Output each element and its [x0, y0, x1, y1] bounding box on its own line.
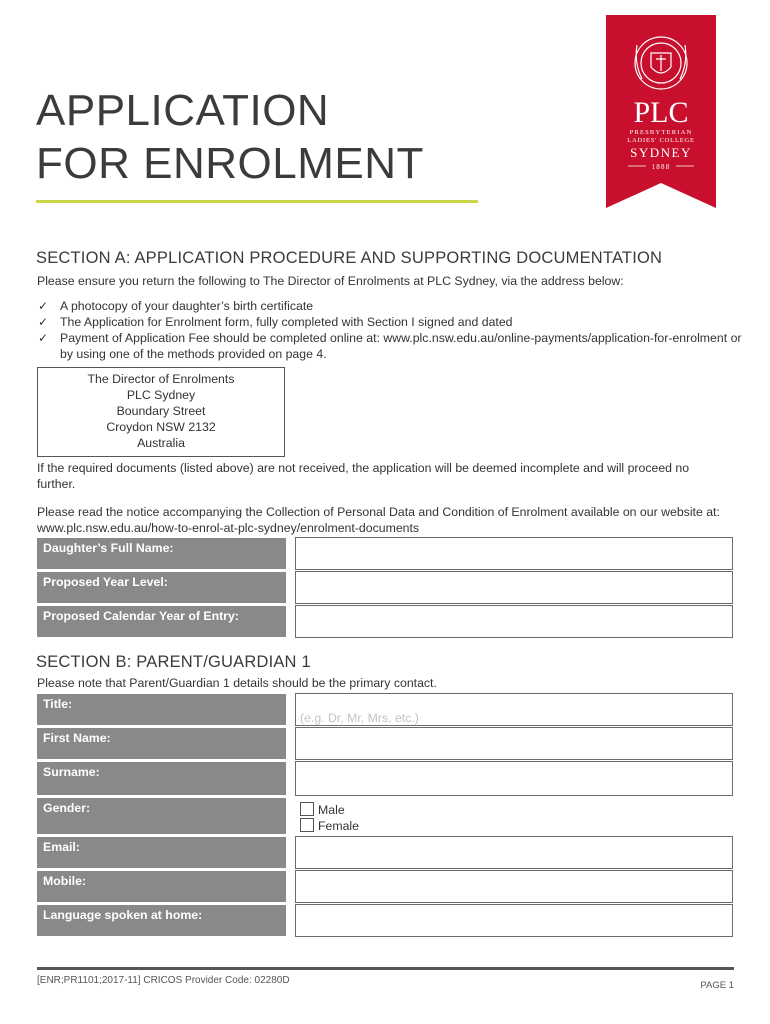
- language-field[interactable]: [295, 904, 733, 937]
- mobile-field[interactable]: [295, 870, 733, 903]
- gender-option-label: Female: [318, 819, 360, 833]
- gender-option-male[interactable]: [300, 802, 345, 817]
- checklist-item: [36, 330, 748, 362]
- daughter-name-field[interactable]: [295, 537, 733, 570]
- plc-logo: [606, 15, 716, 208]
- checklist-item-text: Payment of Application Fee should be completed online at: www.plc.nsw.edu.au/online-payments/application-for-enrolment or by using one of the methods provided on page 4.: [60, 331, 742, 361]
- title-field[interactable]: [295, 693, 733, 726]
- check-icon: ✓: [38, 315, 49, 329]
- document-checklist: [36, 298, 742, 362]
- logo-name: PLC: [633, 96, 689, 129]
- section-b-heading: SECTION B: PARENT/GUARDIAN 1: [36, 653, 311, 671]
- entry-year-field[interactable]: [295, 605, 733, 638]
- check-icon: ✓: [38, 299, 49, 313]
- checklist-item-text: A photocopy of your daughter’s birth certificate: [60, 299, 314, 313]
- gender-label: Gender:: [37, 798, 286, 834]
- year-level-label: Proposed Year Level:: [37, 572, 286, 603]
- email-label: Email:: [37, 837, 286, 868]
- address-line: The Director of Enrolments: [87, 372, 235, 386]
- logo-line-1: PRESBYTERIAN: [629, 129, 693, 136]
- surname-field[interactable]: [295, 761, 733, 796]
- email-field[interactable]: [295, 836, 733, 869]
- daughter-name-label: Daughter’s Full Name:: [37, 538, 286, 569]
- footer-divider: [37, 967, 734, 970]
- section-a-intro: Please ensure you return the following to The Director of Enrolments at PLC Sydney, via the address below:: [37, 274, 624, 288]
- gender-option-female[interactable]: [300, 818, 359, 833]
- language-label: Language spoken at home:: [37, 905, 286, 936]
- logo-line-3: SYDNEY: [630, 145, 692, 160]
- gender-option-label: Male: [318, 803, 345, 817]
- address-line: Croydon NSW 2132: [106, 420, 216, 434]
- entry-year-label: Proposed Calendar Year of Entry:: [37, 606, 286, 637]
- checklist-item-text: The Application for Enrolment form, fully completed with Section I signed and dated: [60, 315, 513, 329]
- mobile-label: Mobile:: [37, 871, 286, 902]
- privacy-notice: Please read the notice accompanying the Collection of Personal Data and Condition of Enrolment available on our website at: www.plc.nsw.edu.au/how-to-enrol-at-plc-sydney/enrolment-documents: [37, 505, 720, 535]
- check-icon: ✓: [38, 331, 49, 345]
- year-level-field[interactable]: [295, 571, 733, 604]
- incomplete-notice: If the required documents (listed above) are not received, the application will be deemed incomplete and will proceed no further.: [37, 461, 690, 491]
- checkbox-icon[interactable]: [300, 802, 314, 816]
- title-label: Title:: [37, 694, 286, 725]
- page-title-line-1: APPLICATION: [36, 86, 330, 135]
- checklist-item: [36, 298, 736, 314]
- footer-code: [ENR;PR1101;2017-11] CRICOS Provider Code: 02280D: [37, 975, 290, 986]
- gender-field: [295, 797, 733, 835]
- page-number: PAGE 1: [700, 980, 734, 991]
- address-line: PLC Sydney: [126, 388, 196, 402]
- page-title-line-2: FOR ENROLMENT: [36, 139, 424, 188]
- title-underline: [36, 200, 478, 203]
- page-title: [36, 84, 424, 190]
- section-a-heading: SECTION A: APPLICATION PROCEDURE AND SUPPORTING DOCUMENTATION: [36, 249, 663, 267]
- section-b-intro: Please note that Parent/Guardian 1 details should be the primary contact.: [37, 676, 437, 690]
- address-box: [37, 367, 285, 457]
- first-name-field[interactable]: [295, 727, 733, 760]
- checkbox-icon[interactable]: [300, 818, 314, 832]
- title-placeholder: (e.g. Dr, Mr, Mrs, etc.): [300, 711, 419, 725]
- first-name-label: First Name:: [37, 728, 286, 759]
- logo-year: 1888: [651, 163, 671, 171]
- address-line: Australia: [137, 436, 185, 450]
- surname-label: Surname:: [37, 762, 286, 795]
- checklist-item: [36, 314, 736, 330]
- logo-line-2: LADIES' COLLEGE: [627, 137, 695, 144]
- address-line: Boundary Street: [116, 404, 206, 418]
